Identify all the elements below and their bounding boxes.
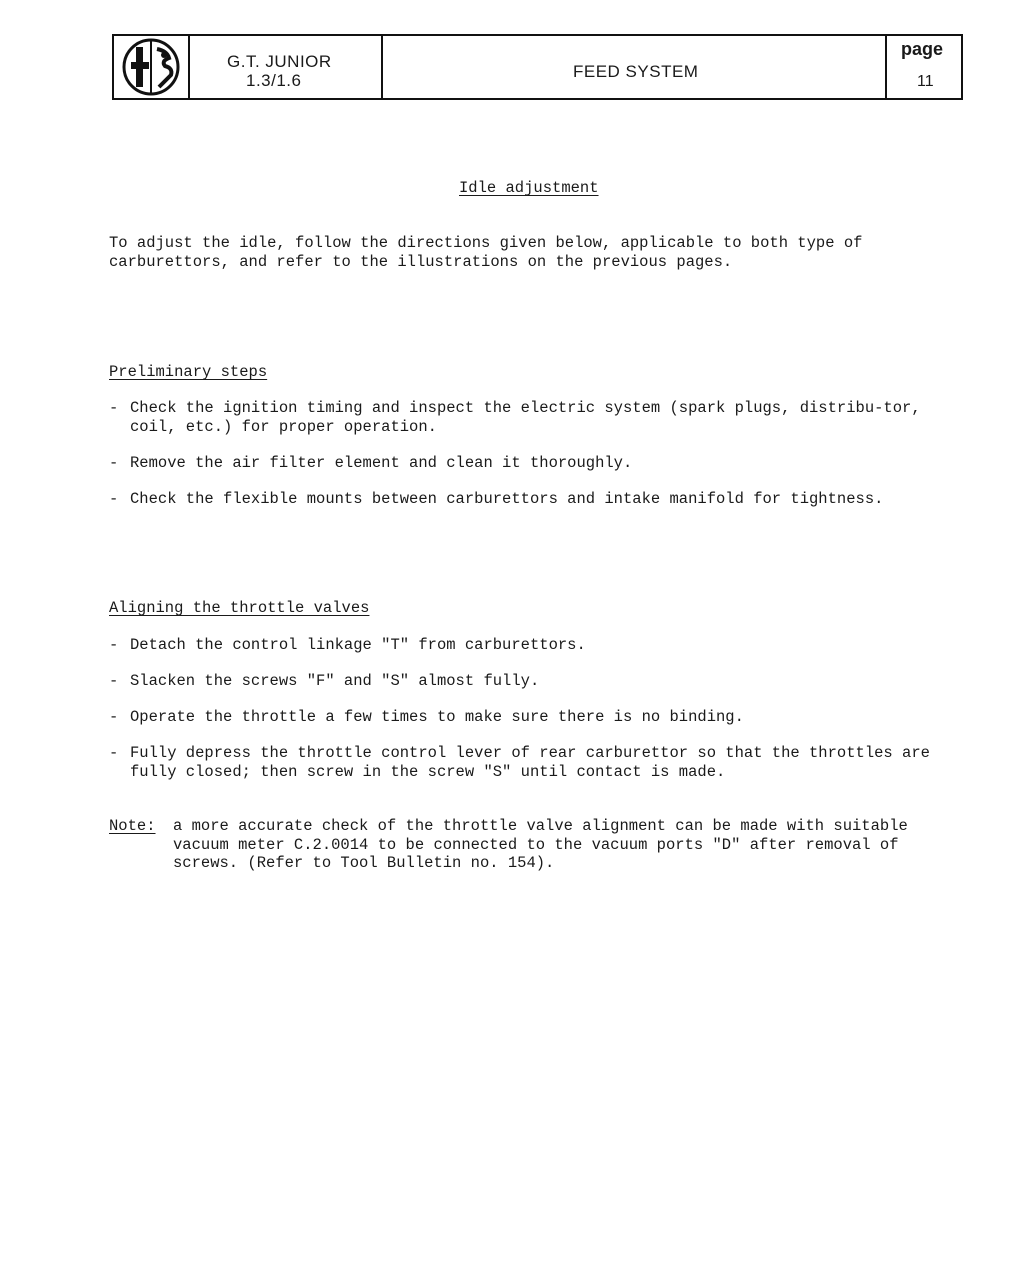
note-label: Note: (109, 817, 156, 835)
list-item: - Detach the control linkage "T" from carburettors. (109, 636, 586, 654)
page-cell (887, 36, 961, 98)
section-cell (383, 36, 887, 98)
logo-cell (114, 36, 190, 98)
preliminary-heading: Preliminary steps (109, 363, 268, 381)
list-item: - Check the ignition timing and inspect the electric system (spark plugs, distribu-tor, coil, etc.) for proper operation. (109, 399, 921, 436)
page-number: 11 (917, 73, 934, 90)
list-item: - Check the flexible mounts between carburettors and intake manifold for tightness. (109, 490, 884, 508)
aligning-heading: Aligning the throttle valves (109, 599, 370, 617)
note-block (109, 817, 971, 873)
list-item: - Remove the air filter element and clean it thoroughly. (109, 454, 633, 472)
note-text: a more accurate check of the throttle valve alignment can be made with suitable vacuum meter C.2.0014 to be connected to the vacuum ports "D" after removal of screws. (Refer to Tool Bulletin no. 154). (173, 817, 908, 872)
list-item: - Operate the throttle a few times to make sure there is no binding. (109, 708, 744, 726)
list-item: - Slacken the screws "F" and "S" almost fully. (109, 672, 540, 690)
list-item: - Fully depress the throttle control lever of rear carburettor so that the throttles are fully closed; then screw in the screw "S" until contact is made. (109, 744, 930, 781)
model-cell (190, 36, 383, 98)
model-engine: 1.3/1.6 (246, 71, 302, 90)
section-heading-idle: Idle adjustment (459, 179, 599, 197)
page-header (112, 34, 963, 100)
model-name: G.T. JUNIOR (227, 52, 332, 71)
page-label: page (901, 39, 944, 59)
alfa-romeo-emblem-icon (119, 37, 183, 97)
section-title: FEED SYSTEM (573, 62, 699, 81)
intro-paragraph: To adjust the idle, follow the directions given below, applicable to both type of carburettors, and refer to the illustrations on the previous pages. (109, 234, 863, 271)
